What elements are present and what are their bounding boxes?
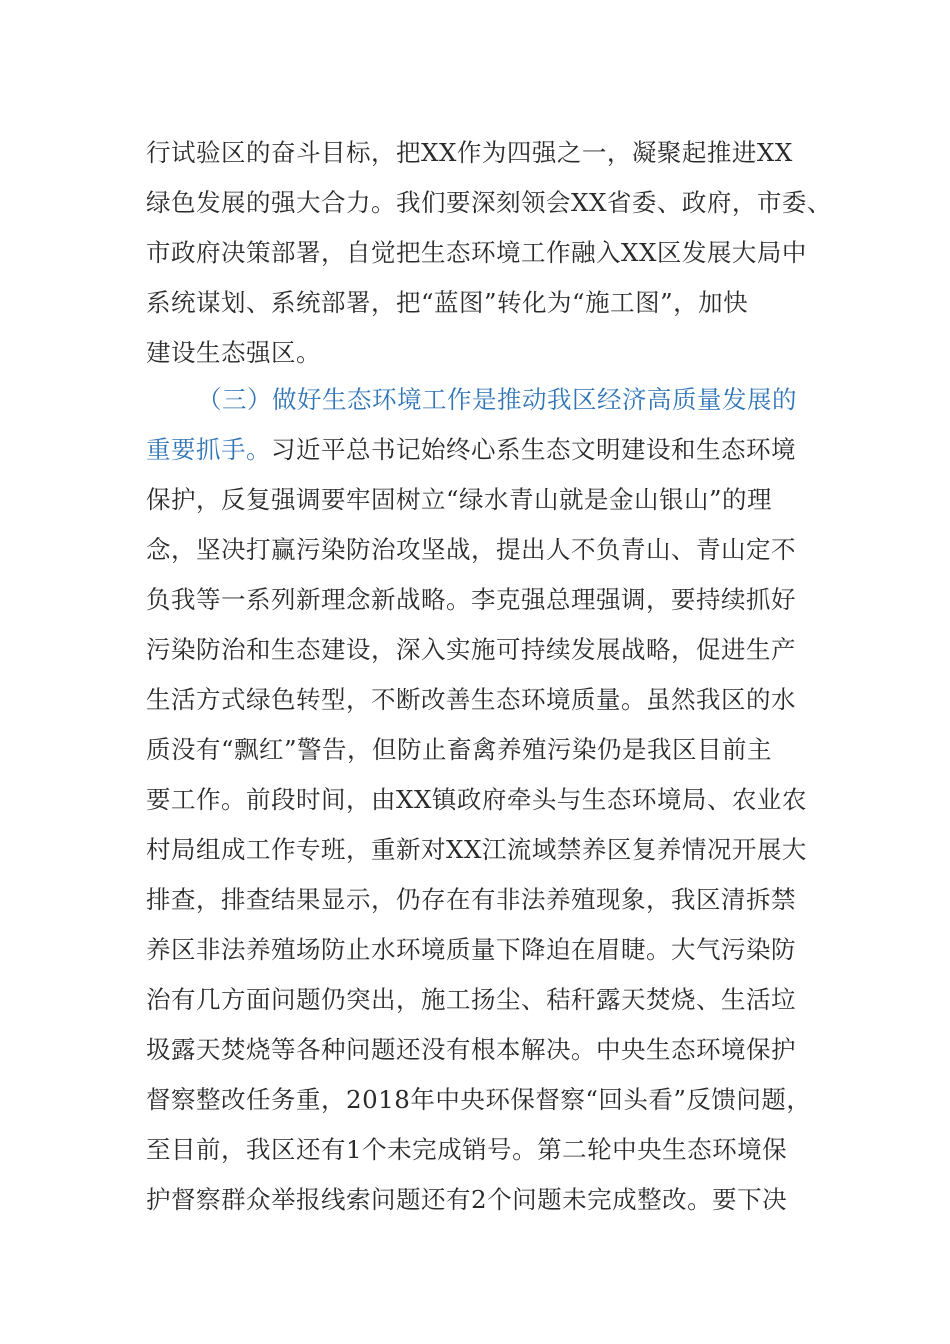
paragraph-line: 行试验区的奋斗目标，把XX作为四强之一，凝聚起推进XX: [146, 138, 793, 167]
paragraph-line: 督察整改任务重，2018年中央环保督察“回头看”反馈问题，: [146, 1085, 812, 1114]
paragraph-line: 圾露天焚烧等各种问题还没有根本解决。中央生态环境保护: [146, 1035, 796, 1064]
paragraph-line: 质没有“飘红”警告，但防止畜禽养殖污染仍是我区目前主: [146, 735, 773, 764]
paragraph-line: 污染防治和生态建设，深入实施可持续发展战略，促进生产: [146, 635, 796, 664]
paragraph-line: 护督察群众举报线索问题还有2个问题未完成整改。要下决: [146, 1185, 788, 1214]
section-heading-continued: [146, 425, 796, 475]
paragraph-line: 市政府决策部署，自觉把生态环境工作融入XX区发展大局中: [146, 238, 807, 267]
paragraph-line: 生活方式绿色转型，不断改善生态环境质量。虽然我区的水: [146, 685, 796, 714]
paragraph-line: 保护，反复强调要牢固树立“绿水青山就是金山银山”的理: [146, 485, 773, 514]
section-heading-text: （三）做好生态环境工作是推动我区经济高质量发展的: [197, 385, 797, 414]
paragraph-text: 习近平总书记始终心系生态文明建设和生态环境: [271, 435, 796, 464]
paragraph-line: 负我等一系列新理念新战略。李克强总理强调，要持续抓好: [146, 585, 796, 614]
section-heading-text-end: 重要抓手。: [146, 435, 271, 464]
paragraph-line: 建设生态强区。: [146, 338, 321, 367]
section-heading: [197, 375, 797, 425]
paragraph-line: 绿色发展的强大合力。我们要深刻领会XX省委、政府，市委、: [146, 188, 832, 217]
paragraph-line: 养区非法养殖场防止水环境质量下降迫在眉睫。大气污染防: [146, 935, 796, 964]
paragraph-line: 要工作。前段时间，由XX镇政府牵头与生态环境局、农业农: [146, 785, 807, 814]
paragraph-line: 村局组成工作专班，重新对XX江流域禁养区复养情况开展大: [146, 835, 807, 864]
paragraph-line: 念，坚决打赢污染防治攻坚战，提出人不负青山、青山定不: [146, 535, 796, 564]
paragraph-line: 系统谋划、系统部署，把“蓝图”转化为“施工图”，加快: [146, 288, 749, 317]
paragraph-line: 至目前，我区还有1个未完成销号。第二轮中央生态环境保: [146, 1135, 788, 1164]
paragraph-line: 排查，排查结果显示，仍存在有非法养殖现象，我区清拆禁: [146, 885, 796, 914]
paragraph-line: 治有几方面问题仍突出，施工扬尘、秸秆露天焚烧、生活垃: [146, 985, 796, 1014]
